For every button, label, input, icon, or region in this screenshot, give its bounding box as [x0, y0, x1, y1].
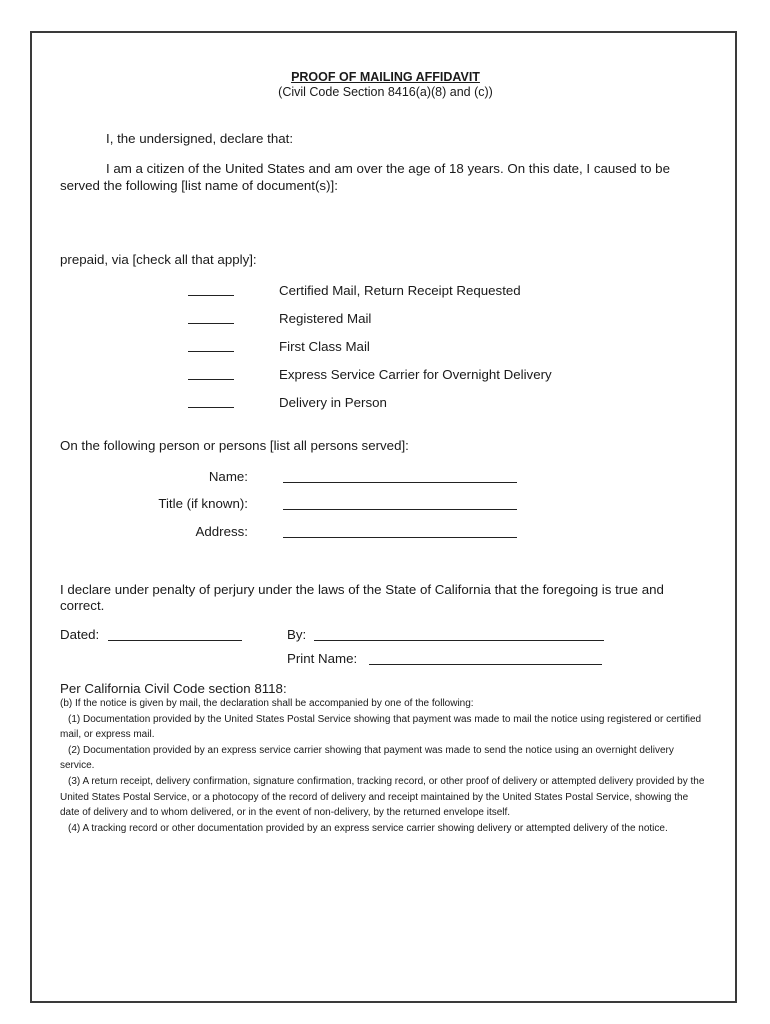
statute-heading: Per California Civil Code section 8118: [60, 681, 287, 696]
document-page [30, 31, 737, 1003]
print-name-label: Print Name: [287, 651, 358, 666]
method-label-express-carrier: Express Service Carrier for Overnight Delivery [279, 367, 552, 382]
method-checkbox-blank[interactable] [188, 311, 234, 328]
statute-item-1: (1) Documentation provided by the United States Postal Service showing that payment was made to mail the notice using registered or certified mail, or express mail. [60, 713, 702, 741]
method-checkbox-blank[interactable] [188, 367, 234, 384]
citizen-statement-line1: I am a citizen of the United States and am over the age of 18 years. On this date, I caused to be [106, 161, 670, 176]
method-label-delivery-in-person: Delivery in Person [279, 395, 387, 410]
document-title: PROOF OF MAILING AFFIDAVIT [291, 70, 480, 84]
penalty-statement-line2: correct. [60, 598, 105, 613]
address-label: Address: [195, 524, 248, 539]
method-label-certified-mail: Certified Mail, Return Receipt Requested [279, 283, 521, 298]
method-checkbox-blank[interactable] [188, 395, 234, 412]
dated-field[interactable] [108, 640, 242, 641]
prepaid-statement: prepaid, via [check all that apply]: [60, 252, 257, 267]
citizen-statement-line2: served the following [list name of document(s)]: [60, 178, 338, 193]
title-label: Title (if known): [158, 496, 248, 511]
statute-subsection-b: (b) If the notice is given by mail, the declaration shall be accompanied by one of the following: [60, 698, 474, 709]
penalty-statement-line1: I declare under penalty of perjury under the laws of the State of California that the foregoing is true and [60, 582, 664, 597]
method-checkbox-blank[interactable] [188, 339, 234, 356]
title-field[interactable] [283, 509, 517, 510]
statute-text [60, 696, 710, 836]
statute-item-4: (4) A tracking record or other documentation provided by an express service carrier showing delivery or attempted delivery of the notice. [68, 822, 668, 834]
print-name-field[interactable] [369, 664, 602, 665]
method-label-first-class-mail: First Class Mail [279, 339, 370, 354]
name-label: Name: [208, 469, 248, 484]
persons-heading: On the following person or persons [list all persons served]: [60, 438, 409, 453]
declaration-intro: I, the undersigned, declare that: [106, 131, 294, 146]
address-field[interactable] [283, 537, 517, 538]
statute-item-3: (3) A return receipt, delivery confirmation, signature confirmation, tracking record, or other proof of delivery or attempted delivery provided by the United States Postal Service, or a photocopy of the record of delivery and receipt maintained by the United States Postal Service, showing the date of delivery and to whom delivered, or in the event of non-delivery, by the returned envelope itself. [60, 775, 705, 819]
name-field[interactable] [283, 482, 517, 483]
dated-label: Dated: [60, 627, 100, 642]
method-checkbox-blank[interactable] [188, 283, 234, 300]
signature-field[interactable] [314, 640, 604, 641]
method-label-registered-mail: Registered Mail [279, 311, 372, 326]
document-subtitle: (Civil Code Section 8416(a)(8) and (c)) [278, 85, 493, 99]
statute-item-2: (2) Documentation provided by an express service carrier showing that payment was made to send the notice using an overnight delivery service. [60, 744, 674, 772]
by-label: By: [287, 627, 307, 642]
